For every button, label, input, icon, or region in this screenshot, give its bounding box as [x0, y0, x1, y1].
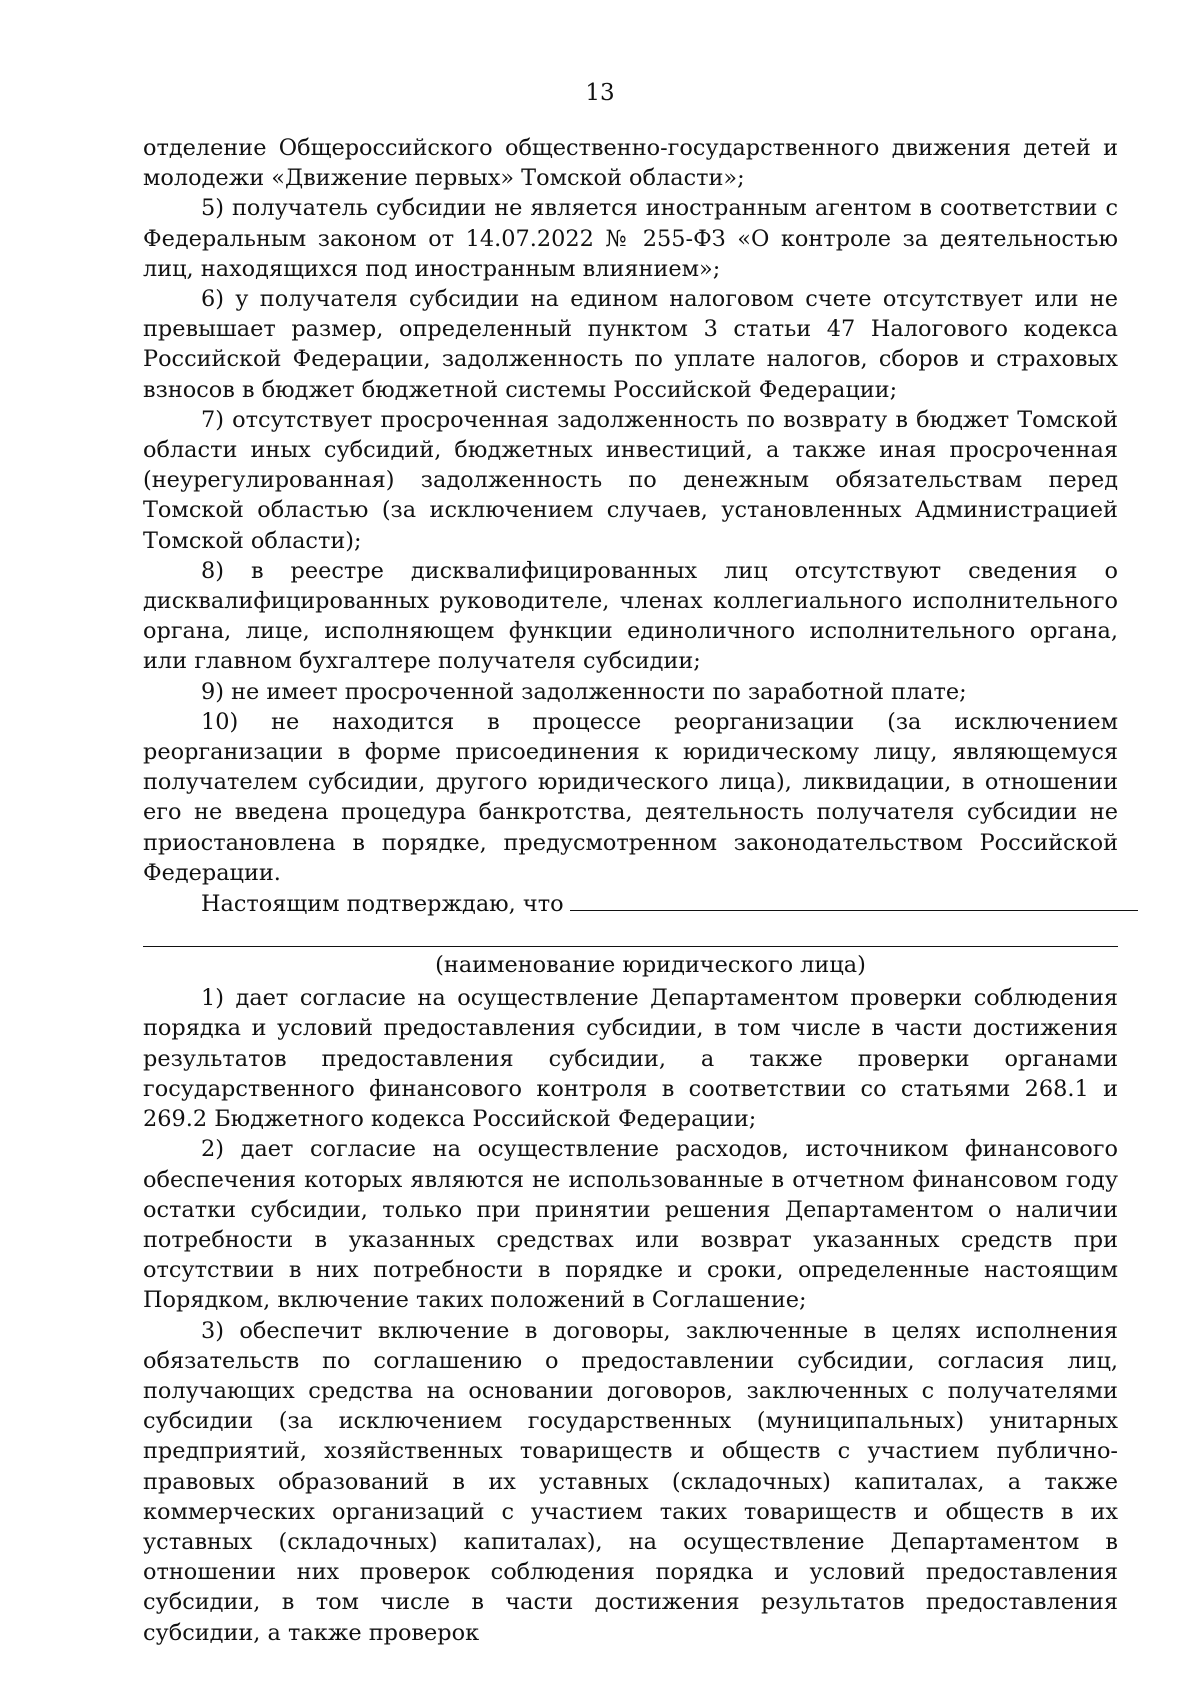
paragraph-item-8: 8) в реестре дисквалифицированных лиц отсутствуют сведения о дисквалифицированных руководителе, членах коллегиального исполнительного органа, лице, исполняющем функции единоличного исполнительного органа, или главном бухгалтере получателя субсидии; — [143, 557, 1118, 675]
legal-entity-blank-full — [143, 917, 1118, 947]
consent-item-2: 2) дает согласие на осуществление расходов, источником финансового обеспечения которых являются не использованные в отчетном финансовом году остатки субсидии, только при принятии решения Департаментом о наличии потребности в указанных средствах или возврат указанных средств при отсутствии в них потребности в порядке и сроки, определенные настоящим Порядком, включение таких положений в Соглашение; — [143, 1136, 1118, 1314]
paragraph-item-10: 10) не находится в процессе реорганизации (за исключением реорганизации в форме присоединения к юридическому лицу, являющемуся получателем субсидии, другого юридического лица), ликвидации, в отношении его не введена процедура банкротства, деятельность получателя субсидии не приостановлена в порядке, предусмотренном законодательством Российской Федерации. — [143, 708, 1118, 886]
document-body — [143, 133, 1118, 1648]
blank-caption: (наименование юридического лица) — [435, 952, 866, 979]
paragraph-item-9: 9) не имеет просроченной задолженности по заработной плате; — [201, 678, 967, 705]
paragraph-item-6: 6) у получателя субсидии на едином налоговом счете отсутствует или не превышает размер, определенный пунктом 3 статьи 47 Налогового кодекса Российской Федерации, задолженность по уплате налогов, сборов и страховых взносов в бюджет бюджетной системы Российской Федерации; — [143, 286, 1118, 403]
confirmation-lead-text: Настоящим подтверждаю, что — [201, 891, 564, 918]
paragraph-continuation: отделение Общероссийского общественно-государственного движения детей и молодежи «Движение первых» Томской области»; — [143, 135, 1118, 192]
paragraph-item-5: 5) получатель субсидии не является иностранным агентом в соответствии с Федеральным законом от 14.07.2022 № 255-ФЗ «О контроле за деятельностью лиц, находящихся под иностранным влиянием»; — [143, 195, 1118, 282]
consent-item-3: 3) обеспечит включение в договоры, заключенные в целях исполнения обязательств по соглашению о предоставлении субсидии, согласия лиц, получающих средства на основании договоров, заключенных с получателями субсидии (за исключением государственных (муниципальных) унитарных предприятий, хозяйственных товариществ и обществ с участием публично-правовых образований в их уставных (складочных) капиталах, а также коммерческих организаций с участием таких товариществ и обществ в их уставных (складочных) капиталах), на осуществление Департаментом в отношении них проверок соблюдения порядка и условий предоставления субсидии, в том числе в части достижения результатов предоставления субсидии, а также проверок — [143, 1317, 1118, 1646]
page-number: 13 — [585, 80, 615, 106]
consent-item-1: 1) дает согласие на осуществление Департаментом проверки соблюдения порядка и условий предоставления субсидии, в том числе в части достижения результатов предоставления субсидии, а также проверки органами государственного финансового контроля в соответствии со статьями 268.1 и 269.2 Бюджетного кодекса Российской Федерации; — [143, 985, 1118, 1133]
confirmation-line — [143, 888, 1118, 919]
legal-entity-blank-inline — [570, 888, 1138, 911]
paragraph-item-7: 7) отсутствует просроченная задолженность по возврату в бюджет Томской области иных субсидий, бюджетных инвестиций, а также иная просроченная (неурегулированная) задолженность по денежным обязательствам перед Томской областью (за исключением случаев, установленных Администрацией Томской области); — [143, 406, 1118, 554]
